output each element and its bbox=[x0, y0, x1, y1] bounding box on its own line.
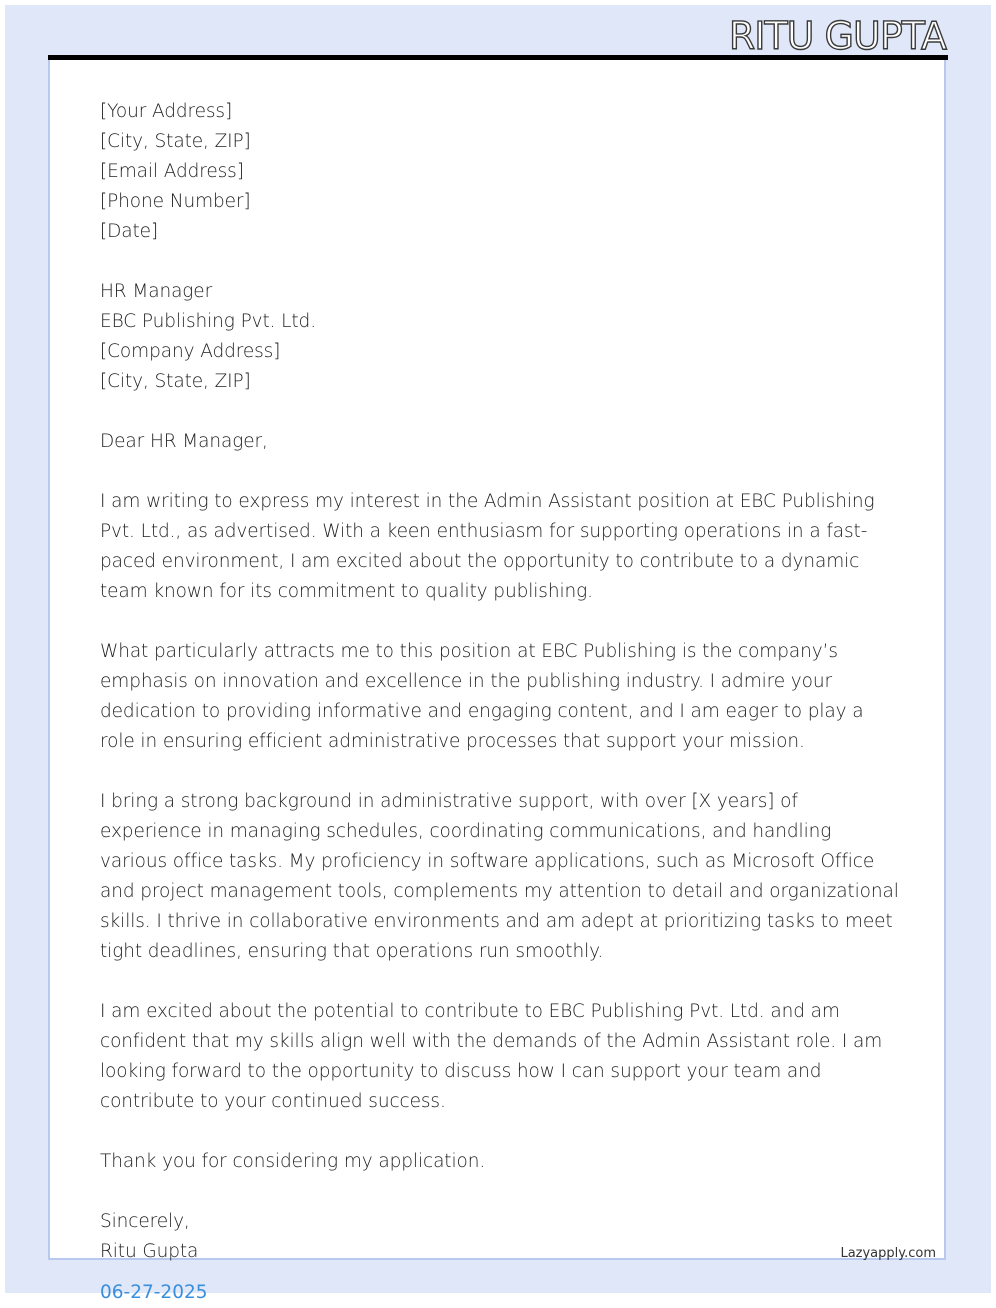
sender-email: [Email Address] bbox=[100, 161, 244, 182]
cover-letter-body bbox=[100, 97, 900, 1267]
sender-city-state-zip: [City, State, ZIP] bbox=[100, 131, 251, 152]
spacer bbox=[100, 757, 900, 787]
spacer bbox=[100, 967, 900, 997]
sender-phone: [Phone Number] bbox=[100, 191, 251, 212]
sender-address: [Your Address] bbox=[100, 101, 233, 122]
body-paragraph: Thank you for considering my application. bbox=[100, 1151, 486, 1172]
closing: Sincerely, bbox=[100, 1211, 190, 1232]
recipient-city-state-zip: [City, State, ZIP] bbox=[100, 371, 251, 392]
recipient-address: [Company Address] bbox=[100, 341, 281, 362]
sender-block bbox=[100, 97, 900, 247]
spacer bbox=[100, 247, 900, 277]
body-paragraph: I am writing to express my interest in the Admin Assistant position at EBC Publishing Pvt. Ltd., as advertised. With a keen enthusiasm for supporting operations in a fast-paced environment, I am excited about the opportunity to contribute to a dynamic team known for its commitment to quality publishing. bbox=[100, 491, 875, 602]
body-paragraph: What particularly attracts me to this position at EBC Publishing is the company’s emphasis on innovation and excellence in the publishing industry. I admire your dedication to providing informative and engaging content, and I am eager to play a role in ensuring efficient administrative processes that support your mission. bbox=[100, 641, 864, 752]
spacer bbox=[100, 457, 900, 487]
recipient-title: HR Manager bbox=[100, 281, 213, 302]
salutation: Dear HR Manager, bbox=[100, 431, 268, 452]
recipient-company: EBC Publishing Pvt. Ltd. bbox=[100, 311, 316, 332]
date-stamp: 06-27-2025 bbox=[100, 1282, 208, 1303]
body-paragraph: I am excited about the potential to contribute to EBC Publishing Pvt. Ltd. and am confident that my skills align well with the demands of the Admin Assistant role. I am looking forward to the opportunity to discuss how I can support your team and contribute to your continued success. bbox=[100, 1001, 883, 1112]
signature: Ritu Gupta bbox=[100, 1241, 199, 1262]
applicant-name-header: RITU GUPTA bbox=[728, 14, 946, 58]
spacer bbox=[100, 1117, 900, 1147]
watermark-text: Lazyapply.com bbox=[840, 1246, 936, 1261]
spacer bbox=[100, 607, 900, 637]
recipient-block bbox=[100, 277, 900, 397]
spacer bbox=[100, 397, 900, 427]
body-paragraph: I bring a strong background in administrative support, with over [X years] of experience in managing schedules, coordinating communications, and handling various office tasks. My proficiency in software applications, such as Microsoft Office and project management tools, complements my attention to detail and organizational skills. I thrive in collaborative environments and am adept at prioritizing tasks to meet tight deadlines, ensuring that operations run smoothly. bbox=[100, 791, 899, 962]
spacer bbox=[100, 1177, 900, 1207]
sender-date: [Date] bbox=[100, 221, 159, 242]
